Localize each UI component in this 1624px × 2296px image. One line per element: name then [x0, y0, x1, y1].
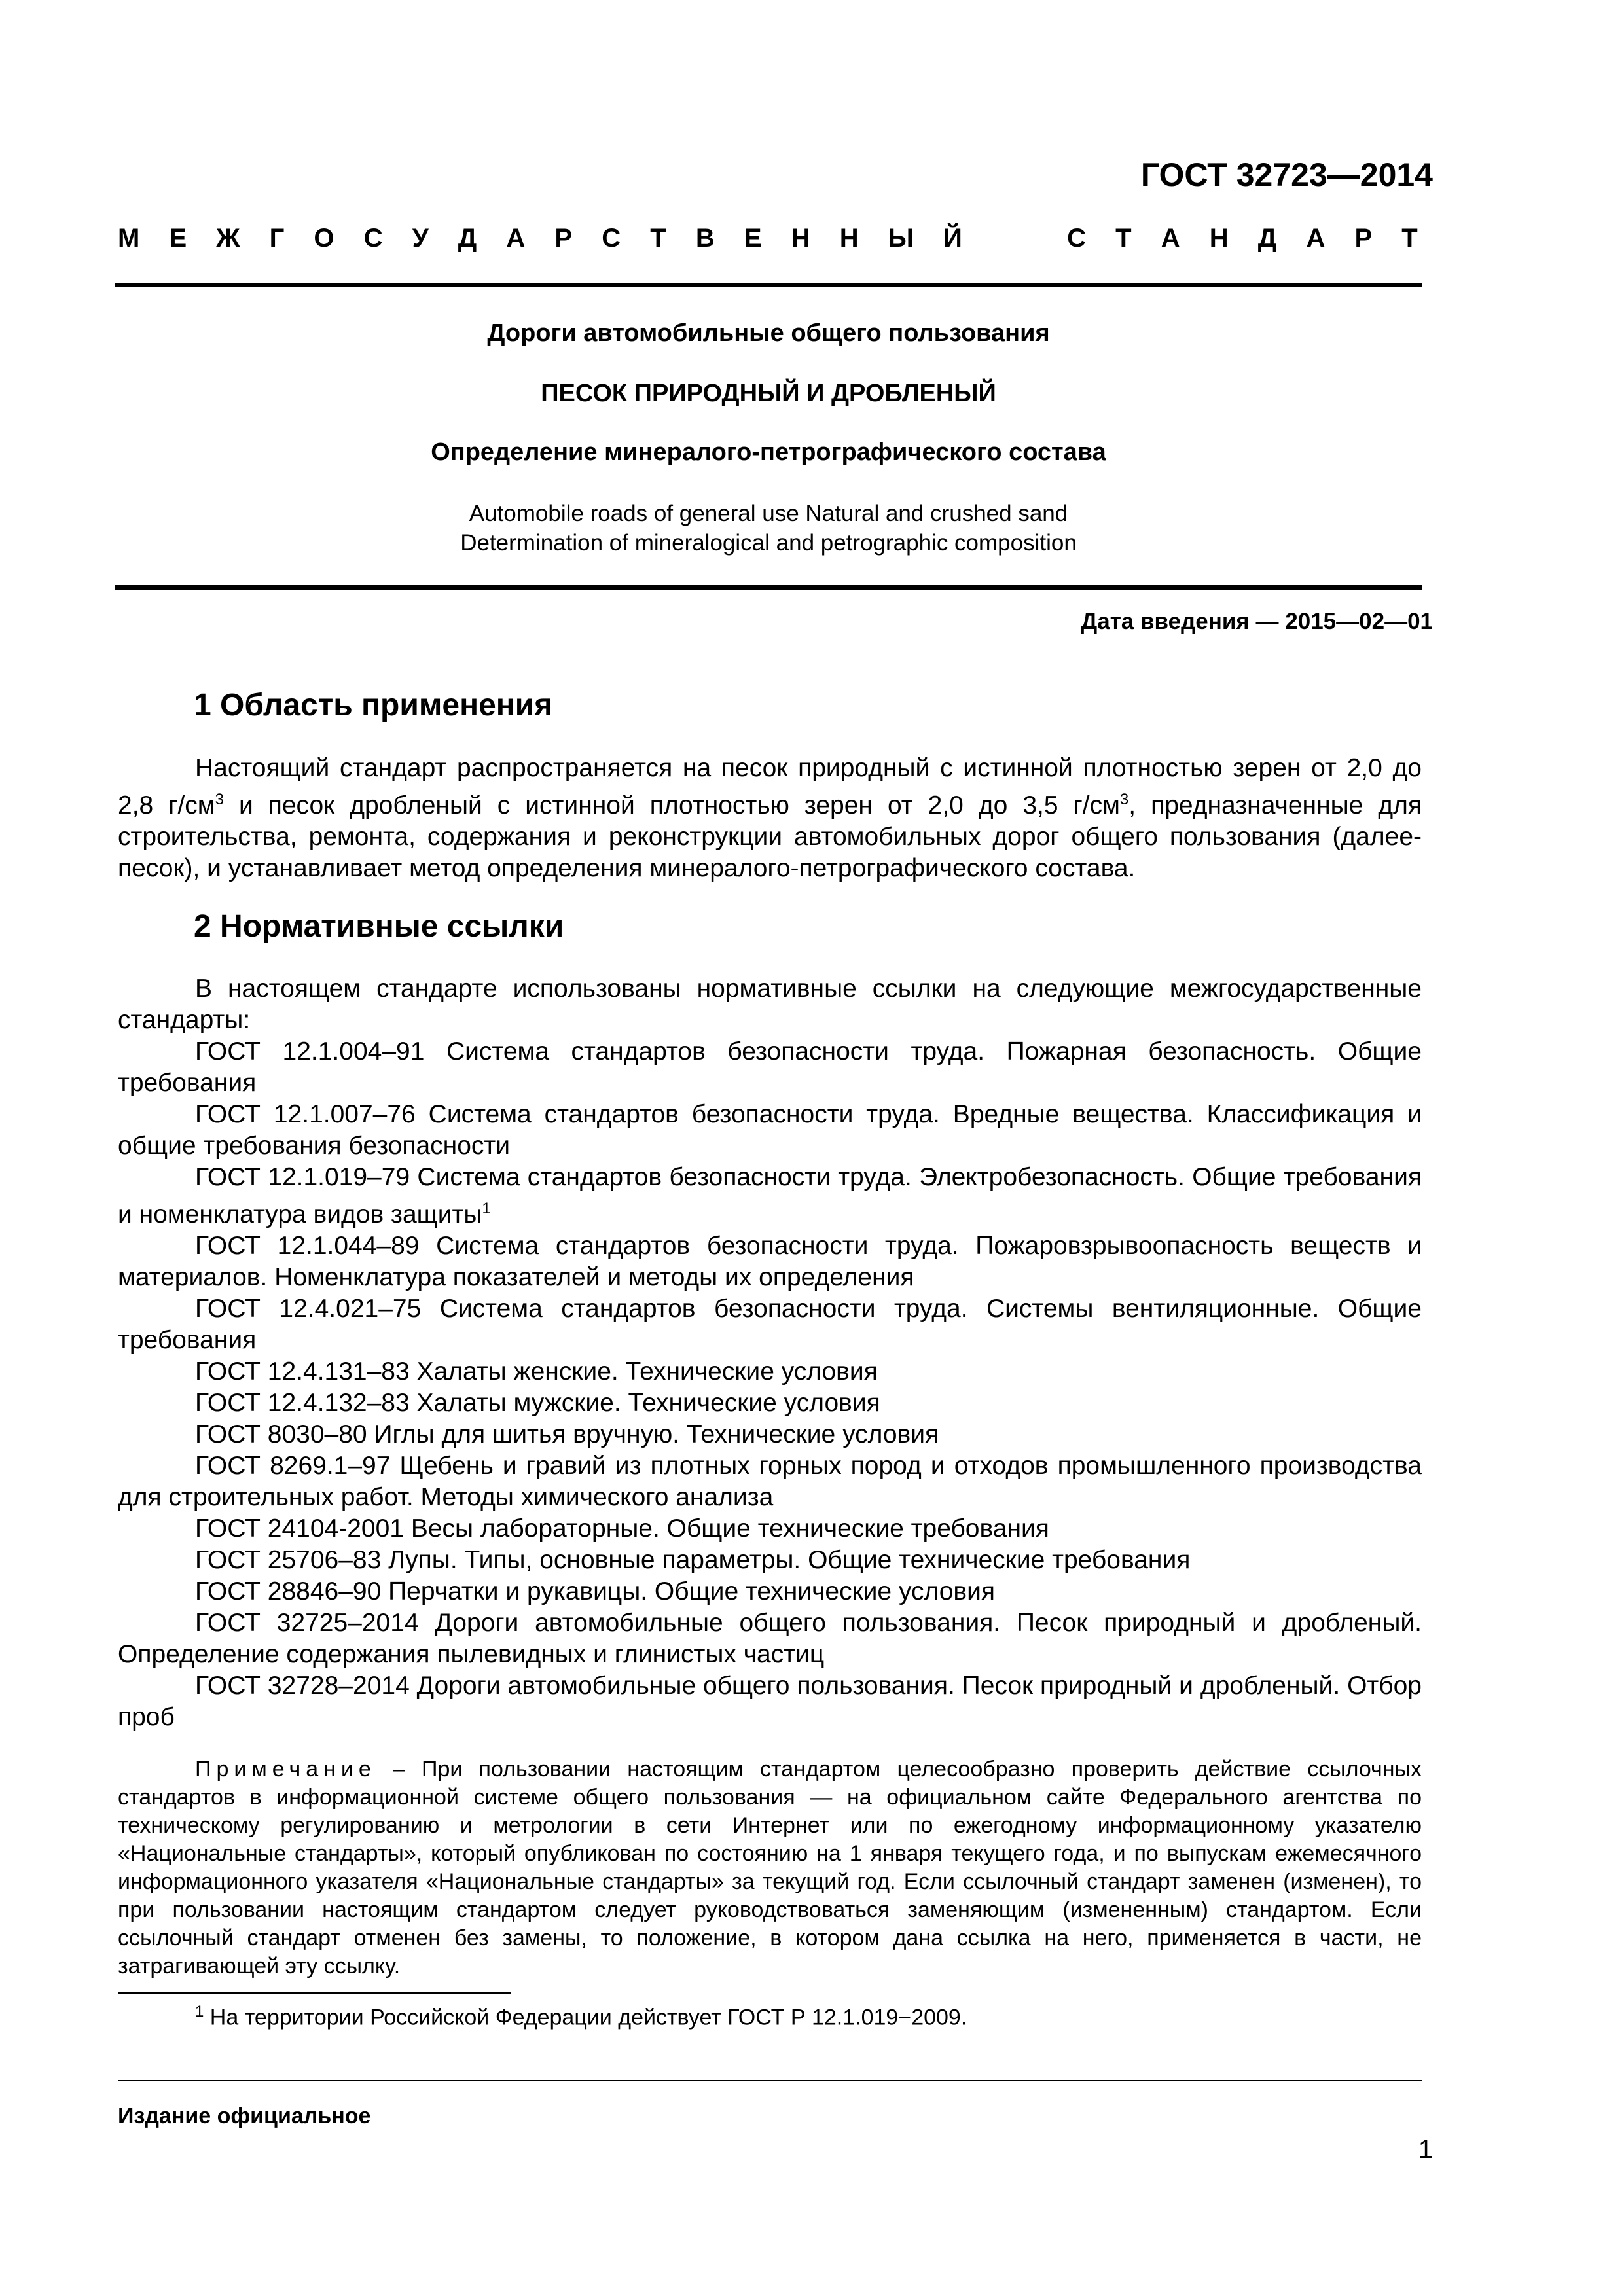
banner-letter: Й	[943, 224, 962, 253]
banner-gap	[992, 224, 1038, 253]
section-2-body	[118, 973, 1422, 1733]
banner-letter: Р	[1354, 224, 1373, 253]
note-paragraph	[118, 1755, 1422, 1981]
footnote-text: На территории Российской Федерации действует ГОСТ Р 12.1.019−2009.	[204, 2005, 967, 2030]
reference-item: ГОСТ 28846–90 Перчатки и рукавицы. Общие технические условия	[195, 1577, 996, 1605]
banner-letter: Е	[169, 224, 187, 253]
introduction-date: Дата введения — 2015—02—01	[1081, 609, 1433, 634]
banner-letter: Д	[1257, 224, 1277, 253]
footnote-ref[interactable]: 1	[482, 1200, 491, 1217]
reference-item: ГОСТ 12.1.004–91 Система стандартов безопасности труда. Пожарная безопасность. Общие требования	[118, 1037, 1422, 1097]
reference-item: ГОСТ 25706–83 Лупы. Типы, основные параметры. Общие технические требования	[195, 1546, 1191, 1574]
banner-letter: Т	[650, 224, 666, 253]
reference-item: ГОСТ 12.4.132–83 Халаты мужские. Технические условия	[195, 1389, 880, 1417]
page-number: 1	[1418, 2135, 1433, 2164]
reference-item: ГОСТ 32725–2014 Дороги автомобильные общего пользования. Песок природный и дробленый. Определение содержания пылевидных и глинистых частиц	[118, 1609, 1422, 1668]
official-edition-label: Издание официальное	[118, 2104, 371, 2128]
scope-paragraph	[118, 753, 1422, 884]
footnote	[195, 2003, 967, 2030]
bottom-divider	[118, 2080, 1422, 2081]
banner-letter: А	[1306, 224, 1326, 253]
scope-text-b: и песок дробленый с истинной плотностью зерен от 2,0 до 3,5 г/см	[223, 791, 1120, 819]
banner-letter: Г	[269, 224, 285, 253]
title-line-1: Дороги автомобильные общего пользования	[487, 319, 1050, 347]
reference-item: ГОСТ 12.1.007–76 Система стандартов безопасности труда. Вредные вещества. Классификация и общие требования безопасности	[118, 1100, 1422, 1160]
banner-letter: М	[118, 224, 140, 253]
banner-letter: Д	[458, 224, 477, 253]
title-line-3: Определение минералого-петрографического состава	[431, 439, 1106, 466]
banner-letter: С	[1067, 224, 1087, 253]
reference-text: ГОСТ 12.1.019–79 Система стандартов безопасности труда. Электробезопасность. Общие требования и номенклатура видов защиты	[118, 1163, 1422, 1229]
banner-letter: Н	[839, 224, 859, 253]
reference-item: ГОСТ 32728–2014 Дороги автомобильные общего пользования. Песок природный и дробленый. Отбор проб	[118, 1672, 1422, 1731]
interstate-standard-banner	[118, 224, 1418, 253]
banner-letter: С	[602, 224, 621, 253]
gost-number: ГОСТ 32723—2014	[1140, 156, 1433, 193]
title-line-2: ПЕСОК ПРИРОДНЫЙ И ДРОБЛЕНЫЙ	[541, 380, 996, 407]
banner-letter: Н	[1209, 224, 1229, 253]
scope-text-c: , предназначенные для строительства, ремонта, содержания и реконструкции автомобильных дорог общего пользования (далее-песок), и устанавливает метод определения минералого-петрографического состава.	[118, 791, 1422, 882]
banner-letter: Е	[744, 224, 762, 253]
banner-letter: В	[695, 224, 715, 253]
section-1-heading: 1 Область применения	[194, 688, 553, 723]
note-label: Примечание	[195, 1757, 376, 1782]
reference-item: ГОСТ 8030–80 Иглы для шитья вручную. Технические условия	[195, 1420, 939, 1448]
banner-letter: Н	[791, 224, 810, 253]
title-divider	[115, 585, 1422, 590]
banner-letter: С	[363, 224, 383, 253]
references-intro: В настоящем стандарте использованы нормативные ссылки на следующие межгосударственные стандарты:	[118, 975, 1422, 1034]
english-title-line-2: Determination of mineralogical and petrographic composition	[460, 530, 1077, 556]
banner-letter: Р	[554, 224, 573, 253]
note-text: – При пользовании настоящим стандартом целесообразно проверить действие ссылочных стандартов в информационной системе общего пользования — на официальном сайте Федерального агентства по техническому регулированию и метрологии в сети Интернет или по ежегодному информационному указателю «Национальные стандарты», который опубликован по состоянию на 1 января текущего года, и по выпускам ежемесячного информационного указателя «Национальные стандарты» за текущий год. Если ссылочный стандарт заменен (изменен), то при пользовании настоящим стандартом следует руководствоваться заменяющим (измененным) стандартом. Если ссылочный стандарт отменен без замены, то положение, в котором дана ссылка на него, применяется в части, не затрагивающей эту ссылку.	[118, 1757, 1422, 1979]
superscript-3: 3	[215, 791, 224, 808]
footnote-divider	[118, 1992, 511, 1994]
header-divider	[115, 283, 1422, 287]
reference-item	[118, 1162, 1422, 1230]
reference-item: ГОСТ 12.4.021–75 Система стандартов безопасности труда. Системы вентиляционные. Общие требования	[118, 1295, 1422, 1354]
english-title-line-1: Automobile roads of general use Natural and crushed sand	[469, 501, 1068, 526]
scope-text-a: Настоящий стандарт распространяется на песок природный с истинной плотностью зерен от 2,0 до 2,8 г/см	[118, 754, 1422, 819]
reference-item: ГОСТ 12.4.131–83 Халаты женские. Технические условия	[195, 1357, 878, 1386]
banner-letter: Т	[1115, 224, 1132, 253]
banner-letter: О	[314, 224, 334, 253]
banner-letter: А	[1161, 224, 1180, 253]
reference-item: ГОСТ 24104-2001 Весы лабораторные. Общие технические требования	[195, 1515, 1049, 1543]
banner-letter: Ы	[888, 224, 914, 253]
reference-item: ГОСТ 8269.1–97 Щебень и гравий из плотных горных пород и отходов промышленного производства для строительных работ. Методы химического анализа	[118, 1452, 1422, 1511]
banner-letter: У	[412, 224, 429, 253]
banner-letter: А	[506, 224, 526, 253]
english-title	[115, 499, 1422, 558]
section-1-body	[118, 753, 1422, 884]
reference-item: ГОСТ 12.1.044–89 Система стандартов безопасности труда. Пожаровзрывоопасность веществ и материалов. Номенклатура показателей и методы их определения	[118, 1232, 1422, 1291]
superscript-3: 3	[1119, 791, 1129, 808]
banner-letter: Ж	[216, 224, 240, 253]
banner-letter: Т	[1401, 224, 1418, 253]
footnote-mark: 1	[195, 2003, 204, 2020]
section-2-heading: 2 Нормативные ссылки	[194, 909, 564, 944]
